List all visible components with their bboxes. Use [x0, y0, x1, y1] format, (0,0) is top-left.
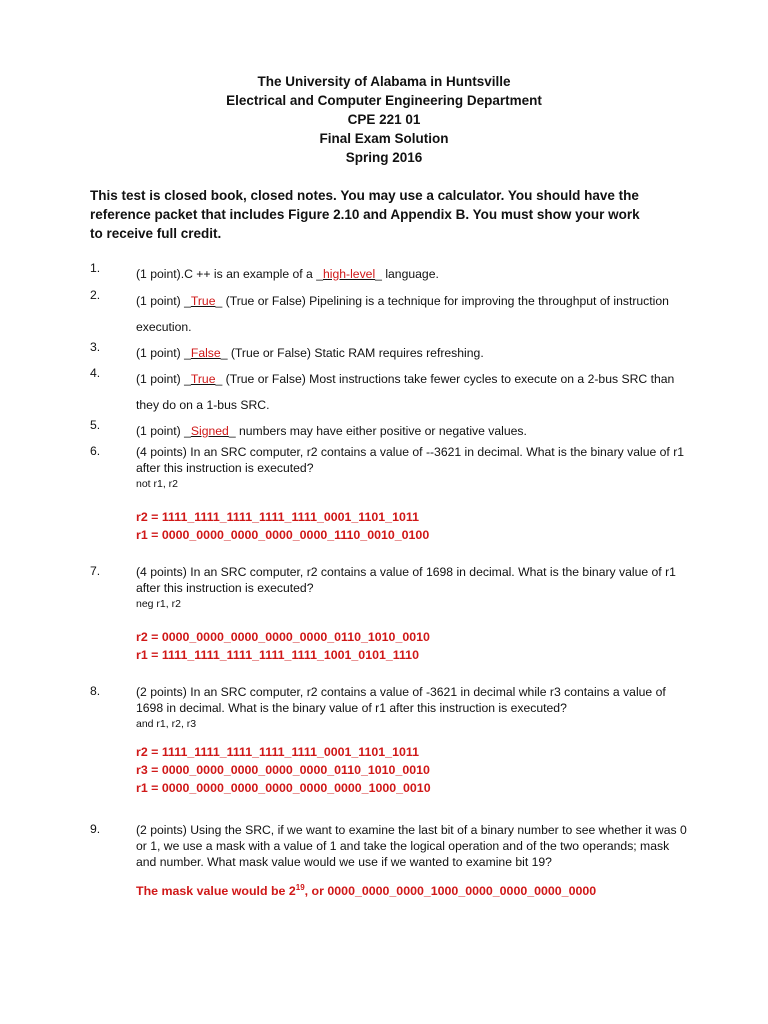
question-text: (2 points) Using the SRC, if we want to examine the last bit of a binary number to see whether it was 0 or 1, we use a mask with a value of 1 and take the logical operation and of the two operands; mask and number. What mask value would we use if we wanted to examine bit 19? — [136, 823, 687, 869]
question-number: 9. — [90, 822, 101, 836]
question-number: 6. — [90, 444, 101, 458]
exam-term: Spring 2016 — [345, 150, 423, 165]
answer-line: r3 = 0000_0000_0000_0000_0000_0110_1010_0010 — [136, 763, 430, 777]
code-instruction: not r1, r2 — [136, 478, 179, 490]
question-text: (1 point) _Signed_ numbers may have either positive or negative values. — [136, 424, 527, 438]
question-text: (4 points) In an SRC computer, r2 contains a value of 1698 in decimal. What is the binary value of r1 after this instruction is executed? — [136, 565, 676, 595]
answer-blank: high-level — [322, 267, 376, 281]
code-instruction: and r1, r2, r3 — [136, 718, 197, 730]
question-number: 2. — [90, 288, 101, 302]
course-number: CPE 221 01 — [347, 112, 421, 127]
department-name: Electrical and Computer Engineering Department — [226, 93, 542, 108]
question-text: (2 points) In an SRC computer, r2 contains a value of -3621 in decimal while r3 contains a value of 1698 in decimal. What is the binary value of r1 after this instruction is executed? — [136, 685, 666, 715]
exam-title: Final Exam Solution — [319, 131, 449, 146]
question-text: (1 point) _True_ (True or False) Pipelining is a technique for improving the throughput of instruction execution. — [136, 294, 669, 334]
exponent: 19 — [295, 882, 305, 892]
answer-blank: True — [190, 372, 216, 386]
university-name: The University of Alabama in Huntsville — [257, 74, 511, 89]
answer-line: r1 = 0000_0000_0000_0000_0000_1110_0010_0100 — [136, 528, 430, 542]
answer-line: r2 = 0000_0000_0000_0000_0000_0110_1010_0010 — [136, 630, 430, 644]
code-instruction: neg r1, r2 — [136, 598, 181, 610]
question-number: 5. — [90, 418, 101, 432]
answer-line: r1 = 1111_1111_1111_1111_1111_1001_0101_1110 — [136, 648, 419, 662]
answer-blank: Signed — [190, 424, 229, 438]
answer-line: r2 = 1111_1111_1111_1111_1111_0001_1101_1011 — [136, 510, 419, 524]
exam-instructions: This test is closed book, closed notes. You may use a calculator. You should have the reference packet that includes Figure 2.10 and Appendix B. You must show your work to receive full credit. — [90, 188, 640, 241]
answer-blank: False — [190, 346, 221, 360]
question-number: 1. — [90, 261, 101, 275]
answer-line: The mask value would be $2^{19}$, or 0000_0000_0000_1000_0000_0000_0000_0000 — [136, 882, 597, 898]
question-text: (1 point).C ++ is an example of a _high-level_ language. — [136, 267, 439, 281]
answer-line: r2 = 1111_1111_1111_1111_1111_0001_1101_1011 — [136, 745, 419, 759]
question-text: (4 points) In an SRC computer, r2 contains a value of --3621 in decimal. What is the binary value of r1 after this instruction is executed? — [136, 445, 685, 475]
question-number: 7. — [90, 564, 101, 578]
question-text: (1 point) _True_ (True or False) Most instructions take fewer cycles to execute on a 2-bus SRC than they do on a 1-bus SRC. — [136, 372, 675, 412]
question-text: (1 point) _False_ (True or False) Static RAM requires refreshing. — [136, 346, 484, 360]
answer-line: r1 = 0000_0000_0000_0000_0000_0000_1000_0010 — [136, 781, 431, 795]
question-number: 3. — [90, 340, 101, 354]
question-number: 4. — [90, 366, 101, 380]
exam-header — [0, 72, 768, 167]
answer-blank: True — [190, 294, 216, 308]
question-number: 8. — [90, 684, 101, 698]
